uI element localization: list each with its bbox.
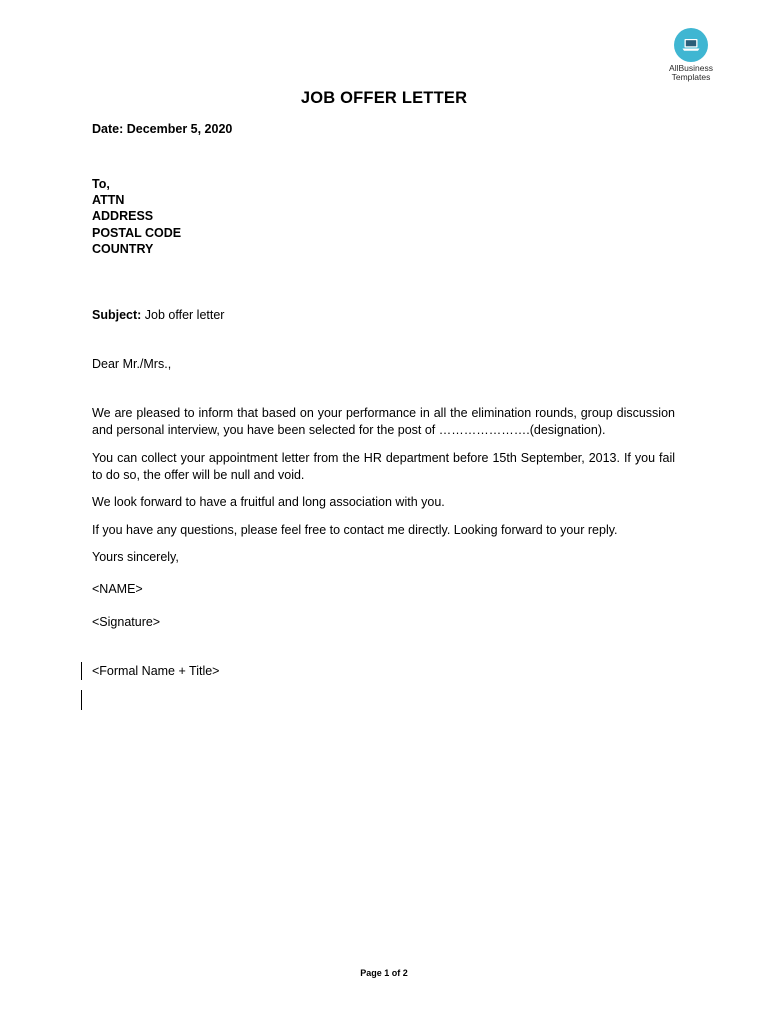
text-cursor <box>81 662 82 680</box>
paragraph-association: We look forward to have a fruitful and long association with you. <box>92 495 445 509</box>
formal-name-placeholder: <Formal Name + Title> <box>92 664 220 678</box>
letter-title: JOB OFFER LETTER <box>300 89 468 107</box>
address-to: To, <box>92 177 110 191</box>
laptop-icon <box>682 38 700 52</box>
closing: Yours sincerely, <box>92 550 179 564</box>
paragraph-questions: If you have any questions, please feel free to contact me directly. Looking forward to your reply. <box>92 523 618 537</box>
text-cursor-empty-line <box>81 690 82 710</box>
address-attn: ATTN <box>92 193 125 207</box>
salutation: Dear Mr./Mrs., <box>92 357 172 371</box>
signature-placeholder: <Signature> <box>92 615 161 629</box>
logo-circle <box>674 28 708 62</box>
paragraph-collect-letter: You can collect your appointment letter from the HR department before 15th September, 2013. If you fail to do so, the offer will be null and void. <box>92 451 675 482</box>
address-country: COUNTRY <box>92 242 154 256</box>
subject-text: Job offer letter <box>141 308 225 322</box>
address-line: ADDRESS <box>92 209 154 223</box>
logo-text-line1: AllBusiness <box>669 63 713 73</box>
name-placeholder: <NAME> <box>92 582 143 596</box>
logo-text <box>662 64 720 82</box>
subject-line <box>92 307 224 324</box>
address-postal-code: POSTAL CODE <box>92 226 182 240</box>
letter-date: Date: December 5, 2020 <box>92 122 233 136</box>
logo-text-line2: Templates <box>671 72 711 82</box>
subject-label: Subject: <box>92 308 142 322</box>
allbusiness-templates-logo <box>662 28 720 82</box>
paragraph-selection: We are pleased to inform that based on your performance in all the elimination rounds, group discussion and personal interview, you have been selected for the post of ………………….(designation). <box>92 406 675 437</box>
page-number: Page 1 of 2 <box>360 968 408 978</box>
